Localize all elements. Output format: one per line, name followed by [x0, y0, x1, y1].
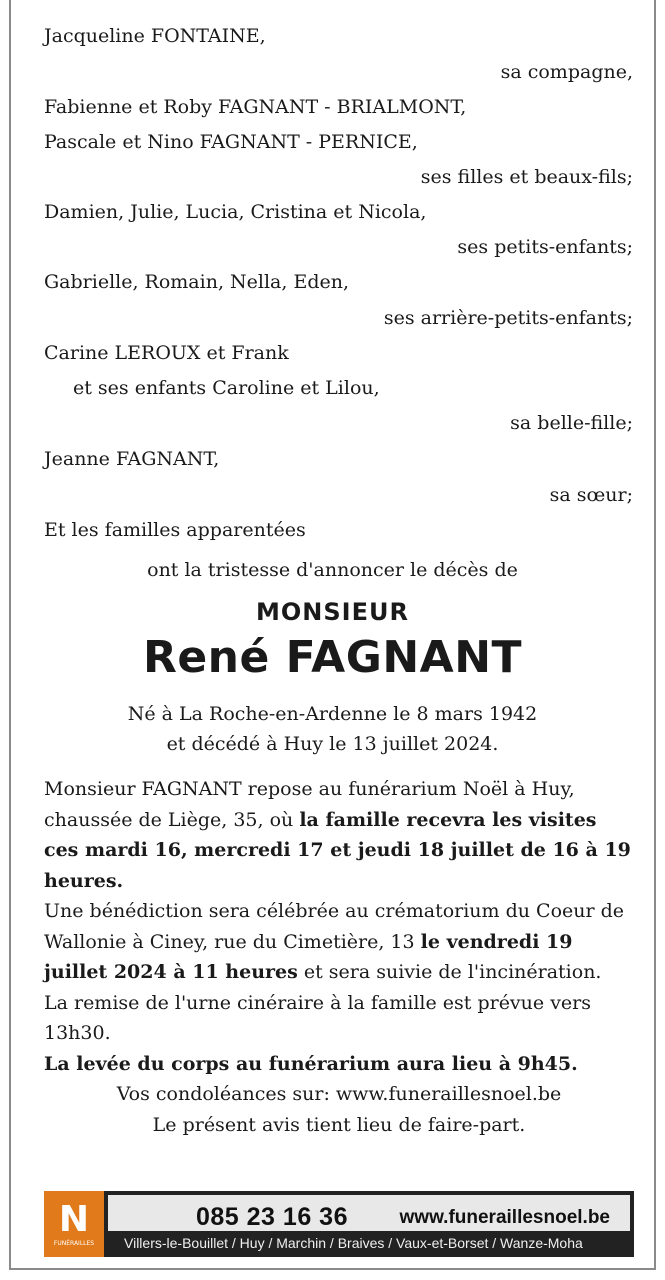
family-line-6: Carine LEROUX et Frank	[44, 342, 289, 364]
urn-paragraph: La remise de l'urne cinéraire à la famille est prévue vers 13h30.	[44, 991, 592, 1044]
relation-line-6: sa sœur;	[549, 484, 633, 506]
visit-times: la famille recevra les visites ces mardi 16, mercredi 17 et jeudi 18 juillet de 16 à 19 heures.	[44, 808, 631, 892]
relation-line-5: sa belle-fille;	[510, 412, 633, 434]
departure-paragraph	[44, 1049, 634, 1080]
notice-body	[44, 774, 634, 1140]
family-line-1: Jacqueline FONTAINE,	[44, 25, 266, 47]
visit-text: Monsieur FAGNANT repose au funérarium Noël à Huy, chaussée de Liège, 35, où	[44, 778, 575, 831]
faire-part-line: Le présent avis tient lieu de faire-part.	[152, 1113, 526, 1136]
birth-line: Né à La Roche-en-Ardenne le 8 mars 1942	[127, 703, 538, 725]
contact-band	[108, 1195, 630, 1231]
family-line-2: Fabienne et Roby FAGNANT - BRIALMONT,	[44, 96, 467, 118]
ceremony-paragraph	[44, 896, 634, 988]
ceremony-date: le vendredi 19 juillet 2024 à 11 heures	[44, 930, 573, 983]
relation-line-3: ses petits-enfants;	[457, 236, 633, 258]
condolences-line: Vos condoléances sur: www.funeraillesnoel.be	[116, 1083, 562, 1105]
death-line: et décédé à Huy le 13 juillet 2024.	[166, 733, 499, 755]
honorific-title: MONSIEUR	[256, 598, 409, 626]
family-line-3: Pascale et Nino FAGNANT - PERNICE,	[44, 131, 418, 153]
website-link[interactable]: www.funeraillesnoel.be	[399, 1207, 610, 1228]
family-line-8: Jeanne FAGNANT,	[44, 448, 220, 470]
announcement-line: ont la tristesse d'annoncer le décès de	[147, 559, 518, 581]
visit-paragraph	[44, 774, 634, 896]
family-line-7: et ses enfants Caroline et Lilou,	[73, 377, 380, 399]
relation-line-1: sa compagne,	[500, 61, 633, 83]
funeral-home-banner	[44, 1191, 634, 1257]
locations-list: Villers-le-Bouillet / Huy / Marchin / Braives / Vaux-et-Borset / Wanze-Moha	[124, 1235, 583, 1251]
logo-subtitle: FUNÉRAILLES	[53, 1239, 95, 1247]
funeral-home-logo	[44, 1191, 104, 1257]
ceremony-tail: et sera suivie de l'incinération.	[297, 961, 602, 983]
family-line-9: Et les familles apparentées	[44, 519, 306, 541]
departure-time: La levée du corps au funérarium aura lieu à 9h45.	[44, 1052, 578, 1075]
logo-letter: N	[58, 1198, 90, 1240]
deceased-name: René FAGNANT	[142, 632, 523, 683]
family-line-5: Gabrielle, Romain, Nella, Eden,	[44, 271, 350, 293]
relation-line-4: ses arrière-petits-enfants;	[383, 307, 633, 329]
family-line-4: Damien, Julie, Lucia, Cristina et Nicola,	[44, 201, 427, 223]
relation-line-2: ses filles et beaux-fils;	[420, 166, 633, 188]
phone-number: 085 23 16 36	[196, 1203, 348, 1231]
ceremony-text: Une bénédiction sera célébrée au crématorium du Coeur de Wallonie à Ciney, rue du Cimetière, 13	[44, 900, 625, 953]
